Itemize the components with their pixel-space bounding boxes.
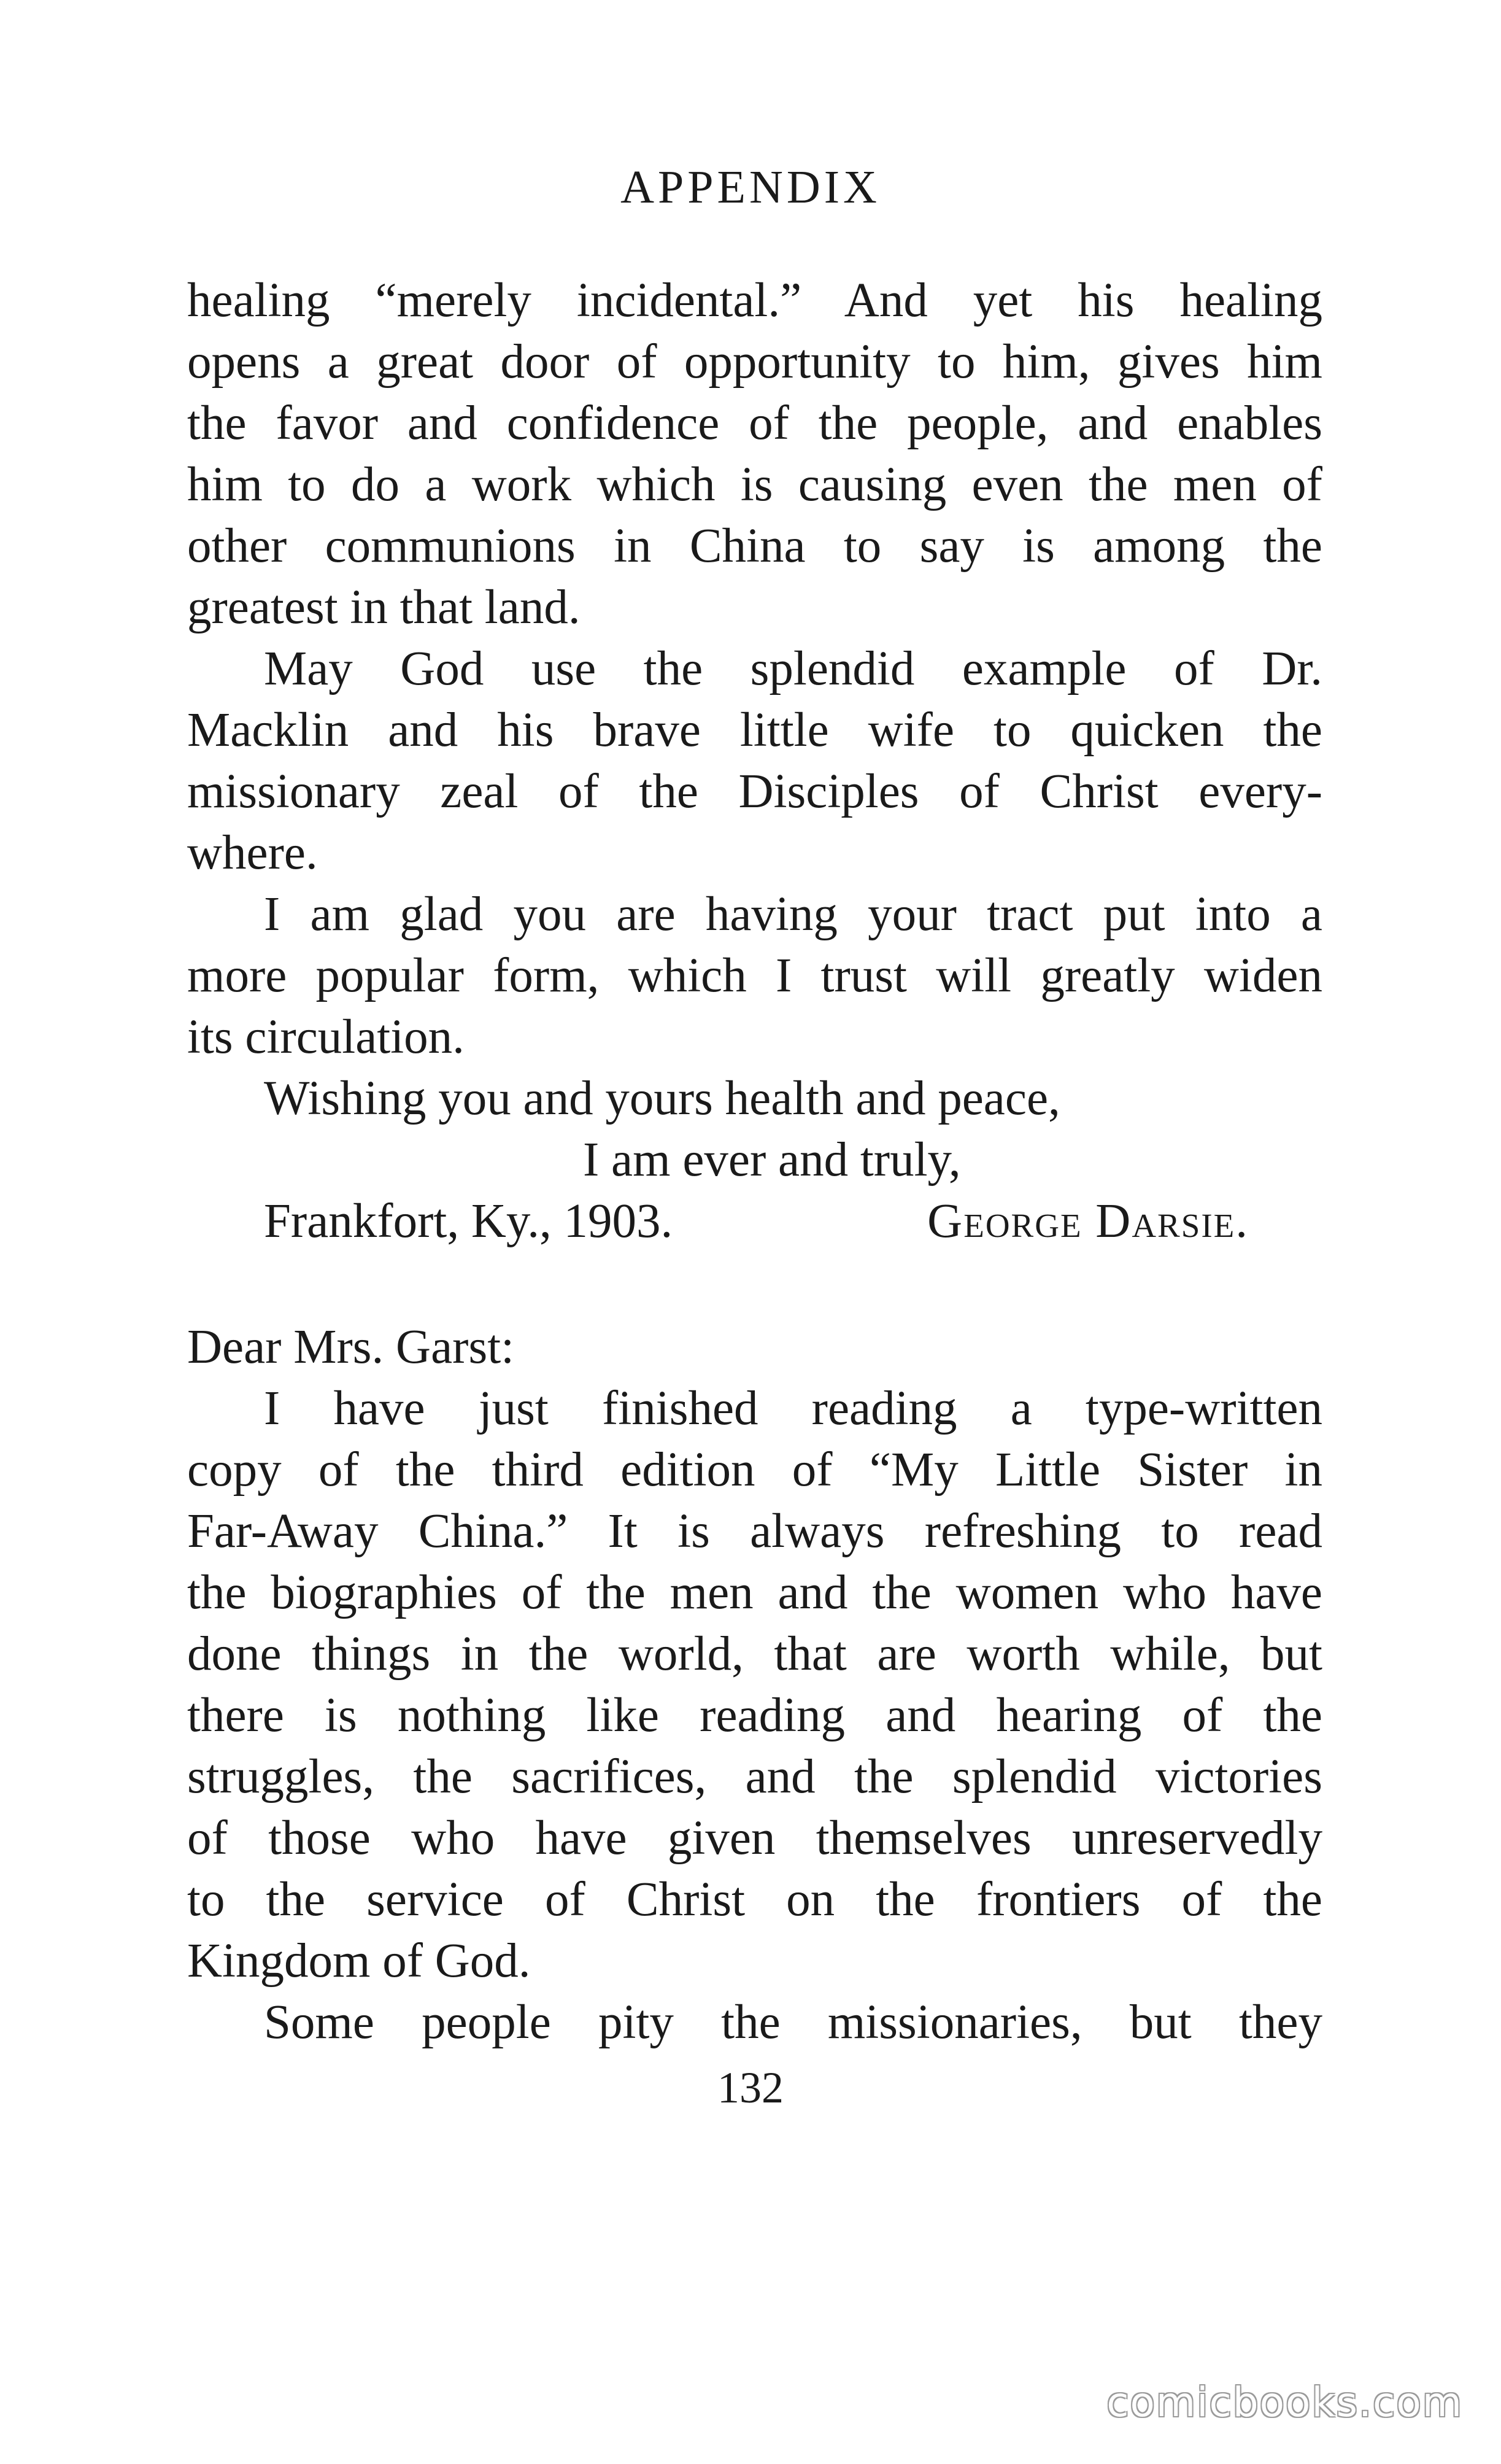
text-line: May God use the splendid example of Dr. — [264, 642, 1322, 695]
text-line: the favor and confidence of the people, and enables — [187, 397, 1322, 450]
text-line: healing “merely incidental.” And yet his healing — [187, 274, 1322, 327]
page-number: 132 — [717, 2063, 784, 2112]
text-line: copy of the third edition of “My Little Sister in — [187, 1443, 1322, 1497]
text-line: Kingdom of God. — [187, 1934, 531, 1988]
text-line: of those who have given themselves unreservedly — [187, 1811, 1322, 1865]
running-title: APPENDIX — [620, 161, 881, 213]
text-line: I have just finished reading a type-written — [264, 1382, 1322, 1435]
text-line: more popular form, which I trust will greatly widen — [187, 949, 1322, 1002]
text-line: Far-Away China.” It is always refreshing to read — [187, 1505, 1322, 1558]
text-line: I am glad you are having your tract put into a — [264, 888, 1322, 941]
signature-name: George Darsie. — [927, 1195, 1249, 1248]
salutation: Dear Mrs. Garst: — [187, 1320, 515, 1374]
text-line: opens a great door of opportunity to him, gives him — [187, 335, 1322, 389]
text-line: him to do a work which is causing even the men of — [187, 458, 1322, 511]
letter-separator — [187, 1252, 1322, 1317]
watermark: comicbooks.com — [1106, 2379, 1463, 2426]
text-line: its circulation. — [187, 1010, 465, 1064]
wishing-line: Wishing you and yours health and peace, — [264, 1072, 1060, 1125]
text-line: missionary zeal of the Disciples of Christ every- — [187, 765, 1322, 818]
text-line: Macklin and his brave little wife to quicken the — [187, 703, 1322, 757]
text-line: other communions in China to say is among the — [187, 519, 1322, 573]
text-line: where. — [187, 826, 318, 880]
closing-line: I am ever and truly, — [583, 1133, 961, 1187]
place-date: Frankfort, Ky., 1903. — [264, 1195, 673, 1248]
signature-line — [187, 1191, 1322, 1252]
text-line: greatest in that land. — [187, 581, 581, 634]
page-body — [187, 270, 1322, 2053]
text-line: done things in the world, that are worth while, but — [187, 1627, 1322, 1681]
text-line: the biographies of the men and the women who have — [187, 1566, 1322, 1619]
text-line: struggles, the sacrifices, and the splendid victories — [187, 1750, 1322, 1803]
text-line: to the service of Christ on the frontiers of the — [187, 1873, 1322, 1926]
text-line: Some people pity the missionaries, but they — [264, 1996, 1322, 2049]
text-line: there is nothing like reading and hearing of the — [187, 1689, 1322, 1742]
